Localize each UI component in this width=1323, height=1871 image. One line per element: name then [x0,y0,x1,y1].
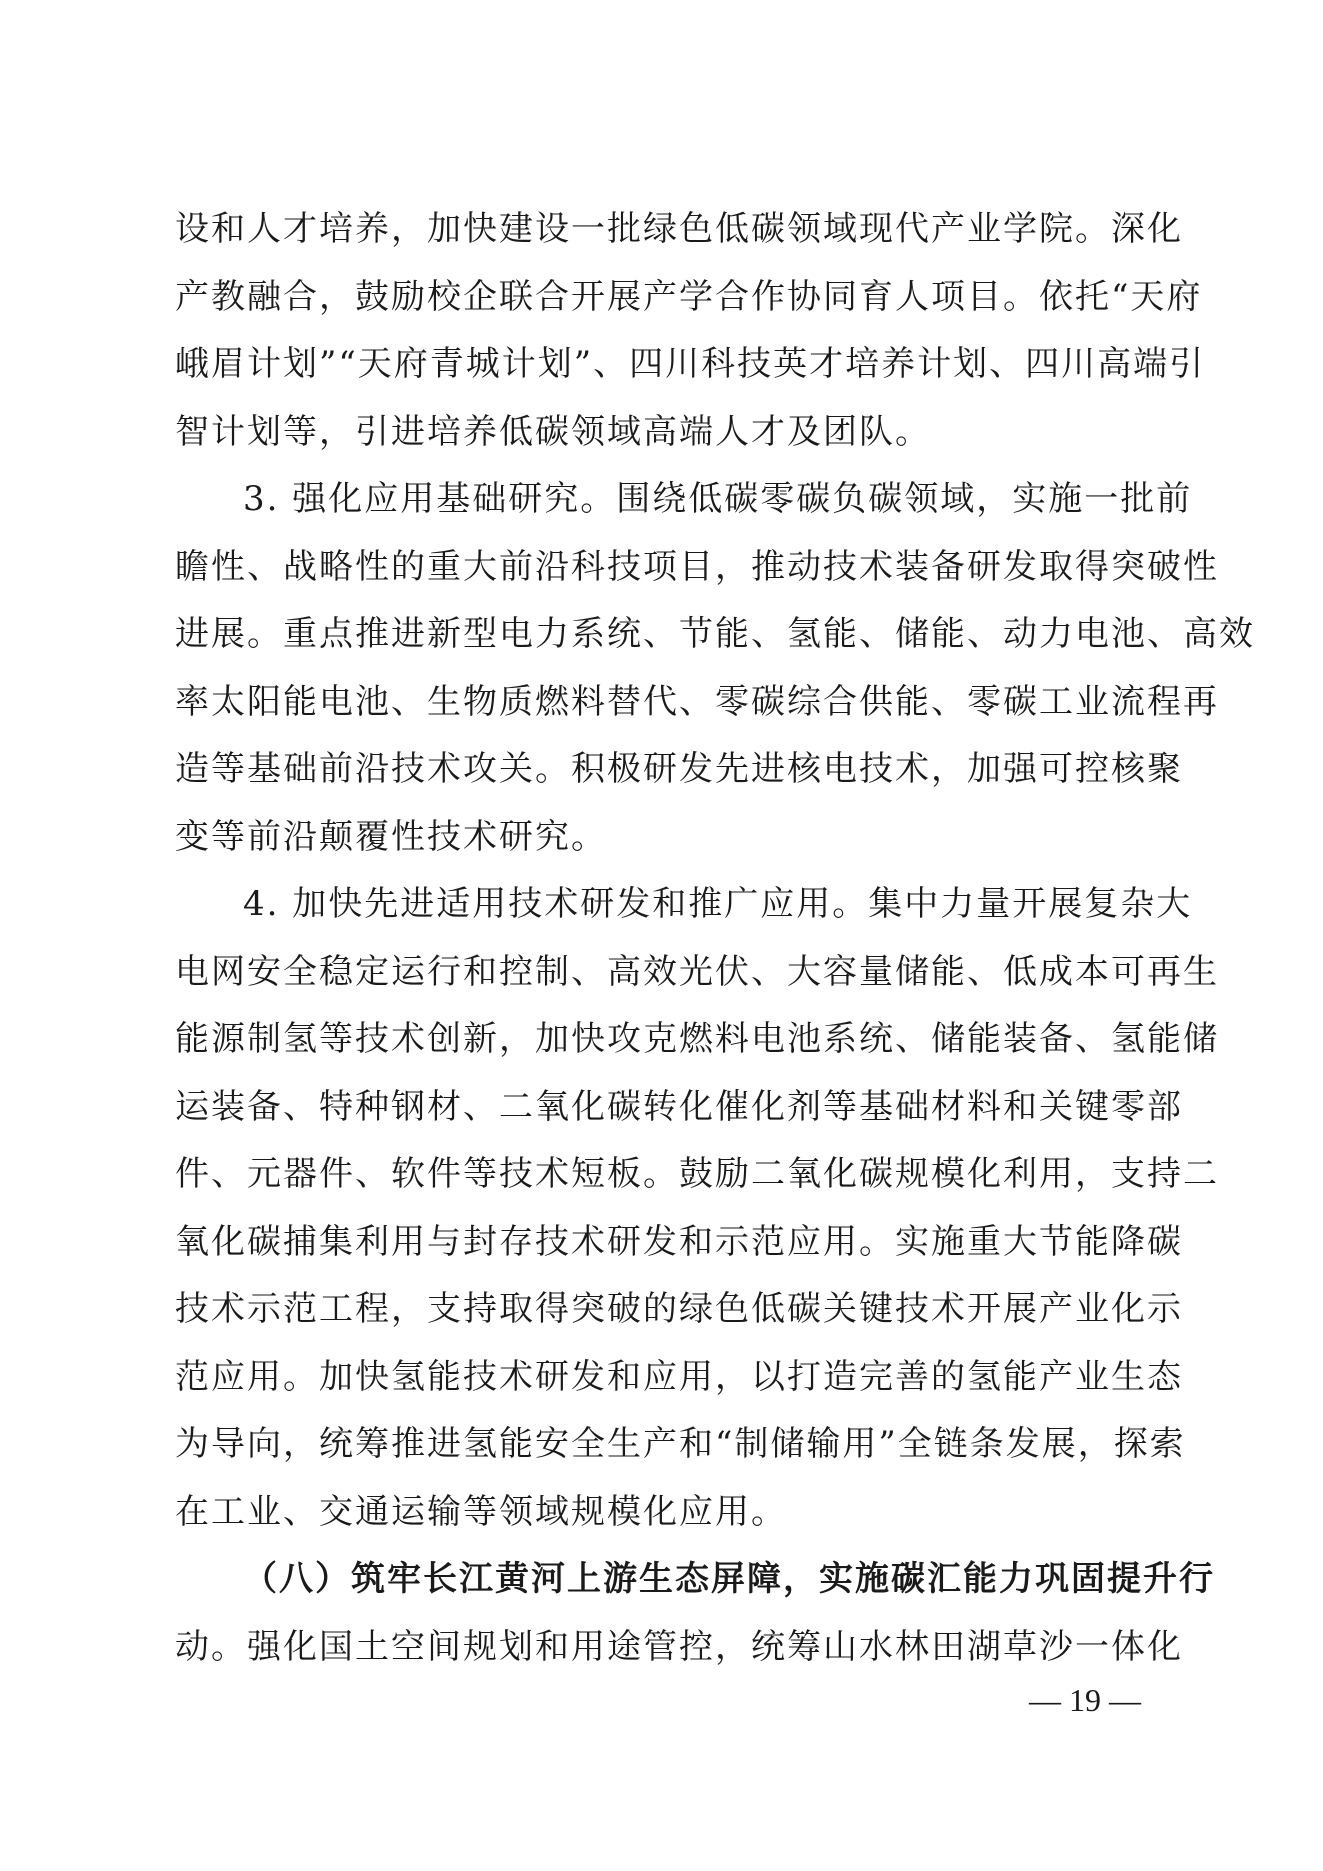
text-line: 动。强化国土空间规划和用途管控，统筹山水林田湖草沙一体化 [175,1626,1183,1667]
text-line: 进展。重点推进新型电力系统、节能、氢能、储能、动力电池、高效 [175,614,1255,654]
text-line: 为导向，统筹推进氢能安全生产和“制储输用”全链条发展，探索 [175,1424,1186,1464]
text-line: 产教融合，鼓励校企联合开展产学合作协同育人项目。依托“天府 [175,276,1203,317]
text-line: 在工业、交通运输等领域规模化应用。 [175,1491,787,1532]
text-line: 技术示范工程，支持取得突破的绿色低碳关键技术开展产业化示 [175,1289,1183,1329]
text-line: 氧化碳捕集利用与封存技术研发和示范应用。实施重大节能降碳 [175,1221,1183,1262]
text-line: 能源制氢等技术创新，加快攻克燃料电池系统、储能装备、氢能储 [175,1019,1219,1059]
section-heading-line: 4. 加快先进适用技术研发和推广应用。集中力量开展复杂大 [243,884,1193,924]
text-line: 范应用。加快氢能技术研发和应用，以打造完善的氢能产业生态 [175,1356,1183,1397]
page-number: — 19 — [1029,1682,1141,1718]
body-text [175,196,1255,1681]
text-line: 运装备、特种钢材、二氧化碳转化催化剂等基础材料和关键零部 [175,1086,1183,1127]
text-line: 率太阳能电池、生物质燃料替代、零碳综合供能、零碳工业流程再 [175,681,1219,722]
text-line: 变等前沿颠覆性技术研究。 [175,816,607,857]
text-line: 造等基础前沿技术攻关。积极研发先进核电技术，加强可控核聚 [175,749,1183,789]
text-line: 设和人才培养，加快建设一批绿色低碳领域现代产业学院。深化 [175,209,1183,249]
section-heading-line: （八）筑牢长江黄河上游生态屏障，实施碳汇能力巩固提升行 [243,1559,1215,1599]
text-line: 瞻性、战略性的重大前沿科技项目，推动技术装备研发取得突破性 [175,546,1219,587]
text-line: 智计划等，引进培养低碳领域高端人才及团队。 [175,411,931,452]
text-line: 峨眉计划”“天府青城计划”、四川科技英才培养计划、四川高端引 [175,344,1206,384]
text-line: 件、元器件、软件等技术短板。鼓励二氧化碳规模化利用，支持二 [175,1154,1219,1194]
section-heading-line: 3. 强化应用基础研究。围绕低碳零碳负碳领域，实施一批前 [243,479,1193,519]
text-line: 电网安全稳定运行和控制、高效光伏、大容量储能、低成本可再生 [175,951,1219,992]
